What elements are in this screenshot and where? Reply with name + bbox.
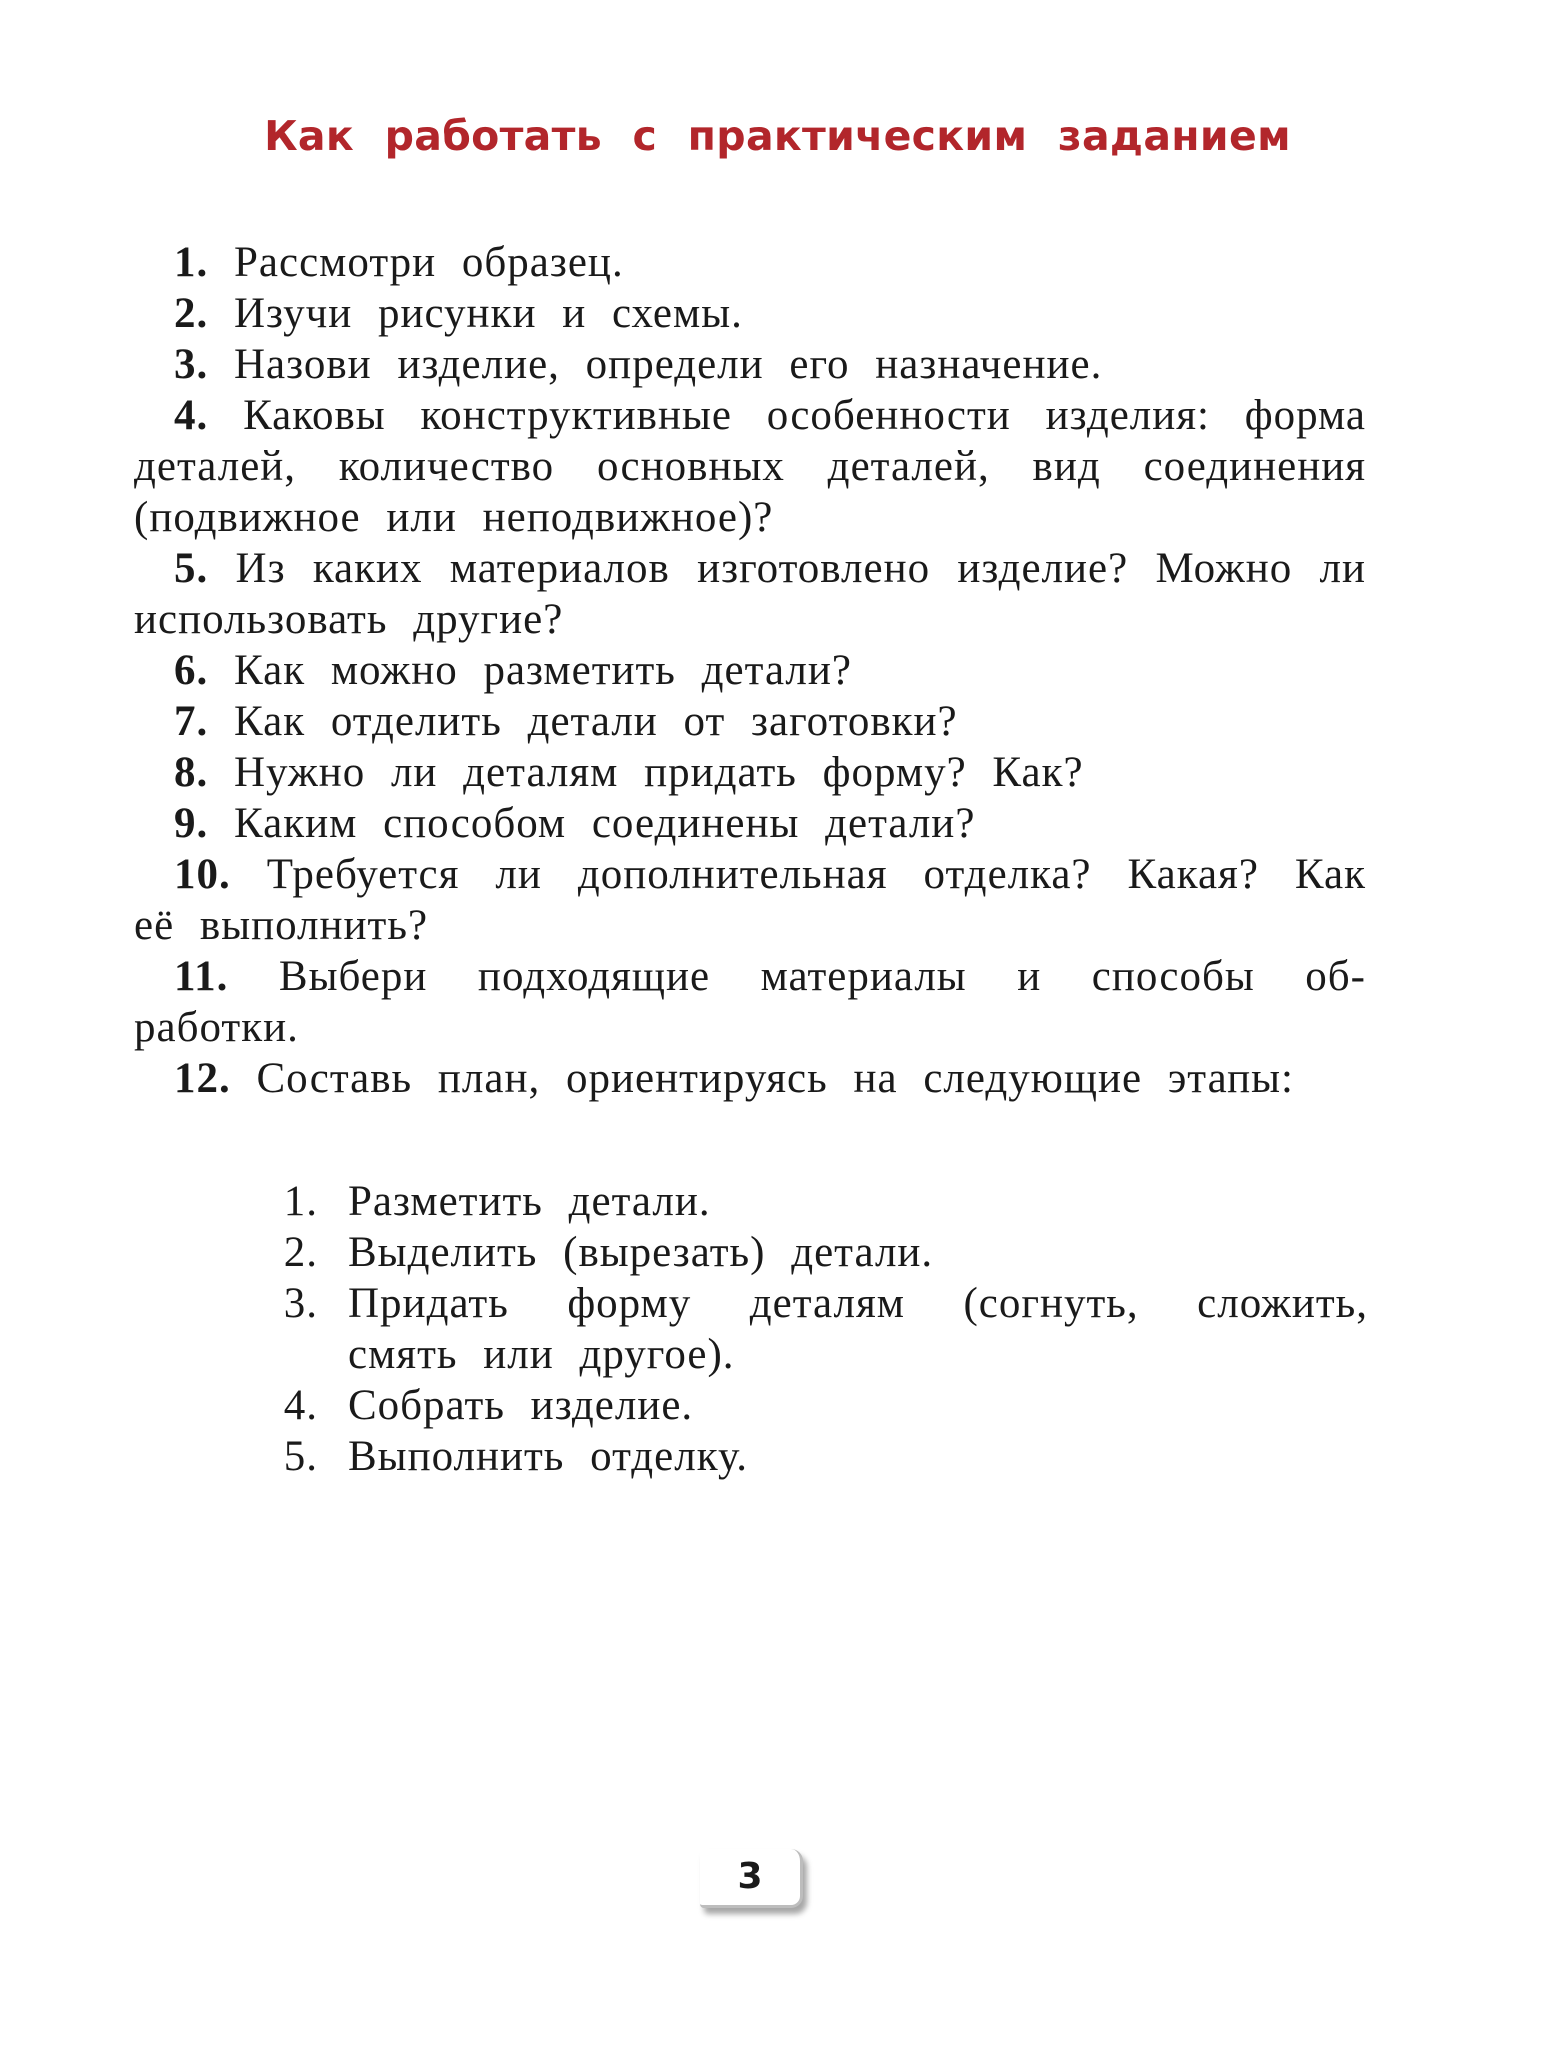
page-number: 3 (700, 1849, 803, 1908)
item-number: 3. (174, 341, 209, 388)
list-item (134, 1053, 1366, 1104)
list-item (134, 696, 1366, 747)
item-number: 12. (174, 1055, 231, 1102)
list-item (134, 747, 1366, 798)
list-item (134, 288, 1366, 339)
step-text: Выделить (вырезать) детали. (348, 1229, 934, 1276)
item-number: 10. (174, 851, 231, 898)
step-number: 4. (283, 1382, 318, 1429)
item-number: 9. (174, 800, 209, 847)
step-number: 5. (283, 1433, 318, 1480)
step-number: 3. (283, 1280, 318, 1327)
item-text: Как отделить детали от заготовки? (234, 698, 958, 745)
list-item (134, 951, 1366, 1053)
list-item (134, 390, 1366, 543)
item-text: Выбери подходящие материалы и способы об-работки. (134, 953, 1366, 1051)
item-text: Как можно разметить детали? (234, 647, 852, 694)
list-item (134, 645, 1366, 696)
item-text: Составь план, ориентируясь на следующие этапы: (256, 1055, 1294, 1102)
item-text: Назови изделие, определи его назначение. (234, 341, 1103, 388)
item-number: 8. (174, 749, 209, 796)
item-text: Из каких материалов изготовлено изделие? Можно ли использовать другие? (134, 545, 1366, 643)
step-number: 1. (283, 1178, 318, 1225)
list-item (134, 339, 1366, 390)
item-number: 11. (174, 953, 229, 1000)
item-number: 2. (174, 290, 209, 337)
item-text: Изучи рисунки и схемы. (234, 290, 743, 337)
plan-steps-list (278, 1176, 1368, 1482)
step-item (278, 1380, 1368, 1431)
item-text: Рассмотри образец. (234, 239, 624, 286)
item-text: Каковы конструктивные особенности изделия: форма деталей, количество основных деталей, вид соединения (подвижное или неподвижное)? (134, 392, 1367, 541)
step-number: 2. (283, 1229, 318, 1276)
list-item (134, 543, 1366, 645)
item-text: Нужно ли деталям придать форму? Как? (234, 749, 1084, 796)
list-item (134, 849, 1366, 951)
item-number: 5. (174, 545, 209, 592)
step-text: Выполнить отделку. (348, 1433, 748, 1480)
item-number: 7. (174, 698, 209, 745)
item-text: Каким способом соединены детали? (234, 800, 976, 847)
item-number: 1. (174, 239, 209, 286)
list-item (134, 237, 1366, 288)
page-title: Как работать с практическим заданием (264, 112, 1291, 160)
item-text: Требуется ли дополнительная отделка? Какая? Как её выполнить? (134, 851, 1367, 949)
step-item (278, 1431, 1368, 1482)
list-item (134, 798, 1366, 849)
step-text: Разметить детали. (348, 1178, 711, 1225)
step-text: Придать форму деталям (согнуть, сложить, смять или другое). (348, 1280, 1368, 1378)
item-number: 4. (174, 392, 209, 439)
step-text: Собрать изделие. (348, 1382, 694, 1429)
item-number: 6. (174, 647, 209, 694)
step-item (278, 1278, 1368, 1380)
instruction-list (134, 237, 1366, 1104)
step-item (278, 1176, 1368, 1227)
step-item (278, 1227, 1368, 1278)
